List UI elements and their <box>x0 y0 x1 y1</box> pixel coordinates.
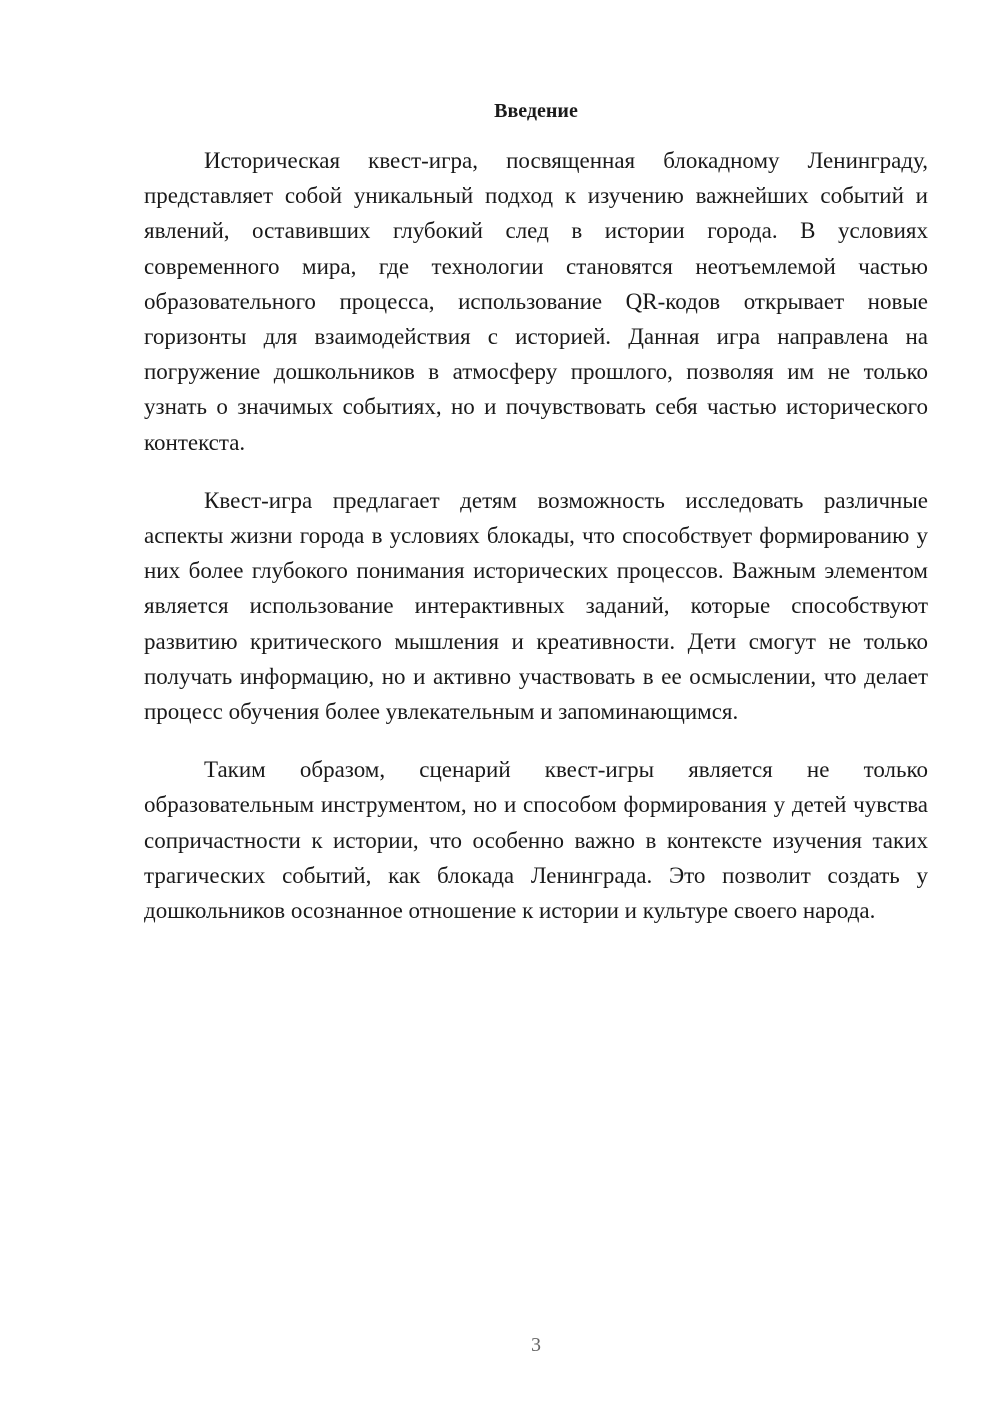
paragraph-3: Таким образом, сценарий квест-игры является не только образовательным инструментом, но и способом формирования у детей чувства сопричастности к истории, что особенно важно в контексте изучения таких трагических событий, как блокада Ленинграда. Это позволит создать у дошкольников осознанное отношение к истории и культуре своего народа. <box>144 757 928 924</box>
page-title: Введение <box>494 100 578 122</box>
body-text <box>144 143 928 951</box>
page-number: 3 <box>531 1334 541 1356</box>
heading-container <box>144 96 928 126</box>
paragraph-2: Квест-игра предлагает детям возможность исследовать различные аспекты жизни города в условиях блокады, что способствует формированию у них более глубокого понимания исторических процессов. Важным элементом является использование интерактивных заданий, которые способствуют развитию критического мышления и креативности. Дети смогут не только получать информацию, но и активно участвовать в ее осмыслении, что делает процесс обучения более увлекательным и запоминающимся. <box>144 487 928 725</box>
paragraph-1: Историческая квест-игра, посвященная блокадному Ленинграду, представляет собой уникальный подход к изучению важнейших событий и явлений, оставивших глубокий след в истории города. В условиях современного мира, где технологии становятся неотъемлемой частью образовательного процесса, использование QR-кодов открывает новые горизонты для взаимодействия с историей. Данная игра направлена на погружение дошкольников в атмосферу прошлого, позволяя им не только узнать о значимых событиях, но и почувствовать себя частью исторического контекста. <box>144 148 928 455</box>
